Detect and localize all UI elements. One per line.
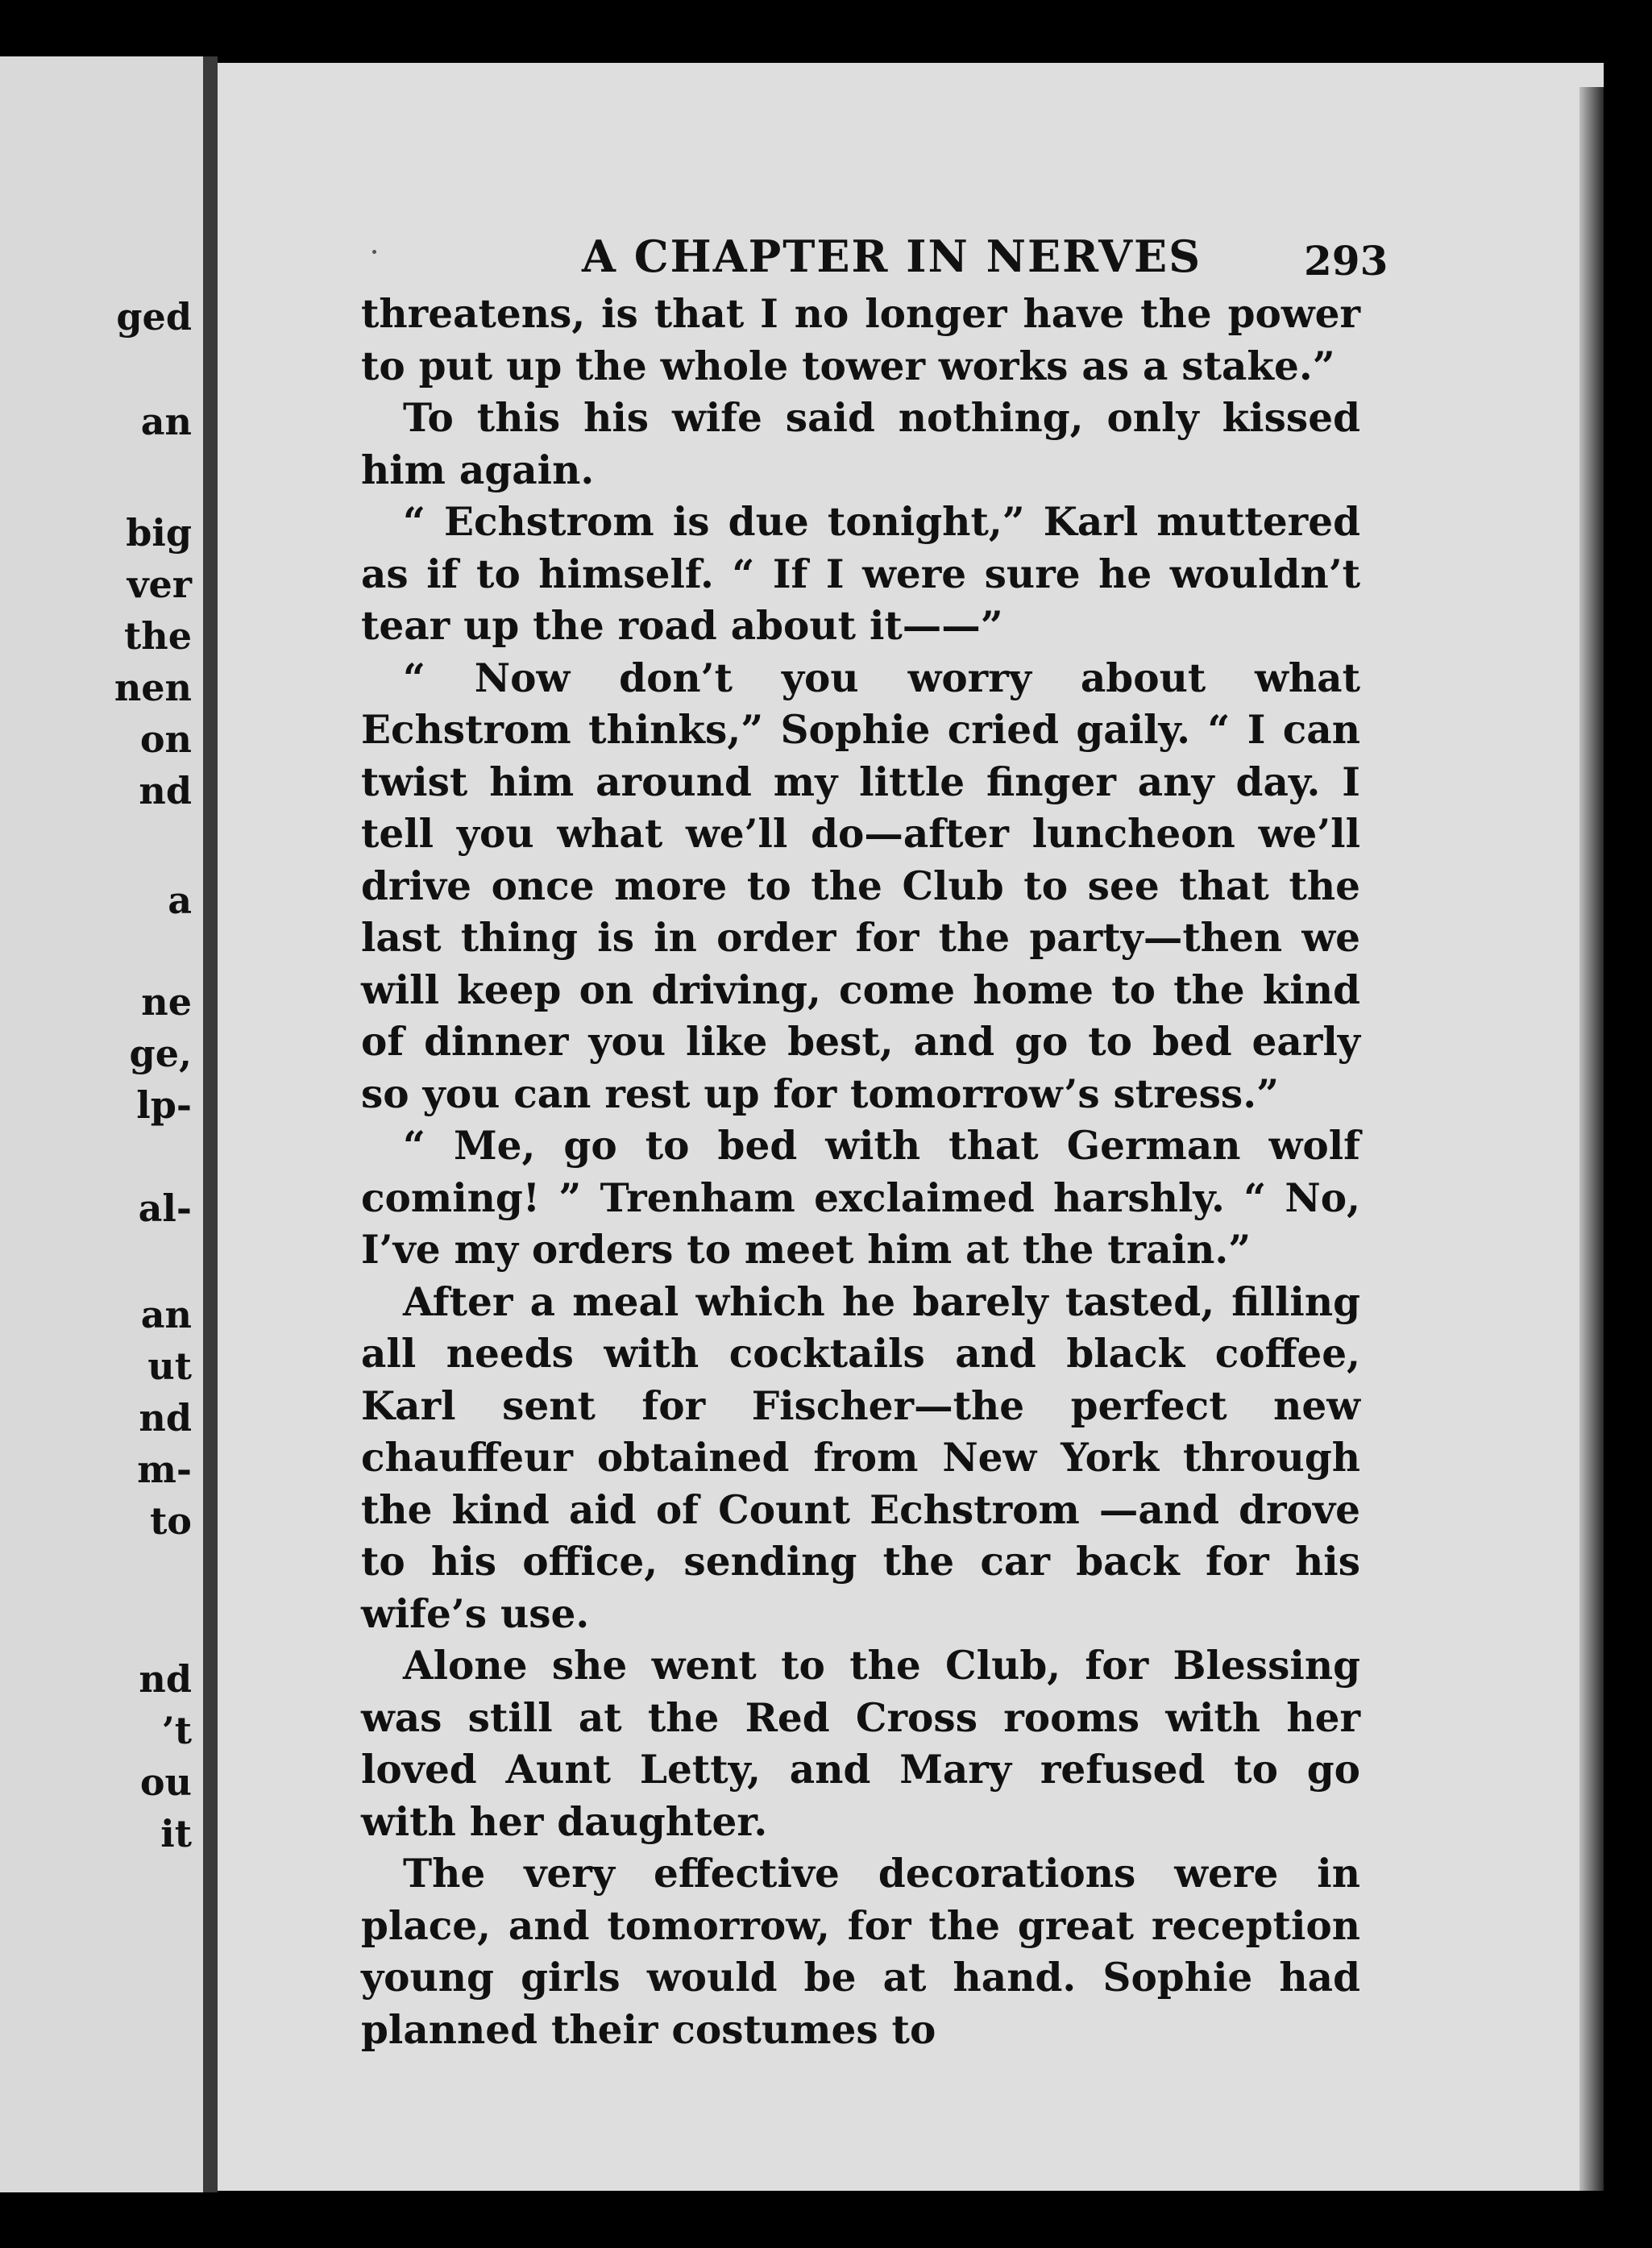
left-line-fragment: nd <box>139 1657 192 1701</box>
left-line-fragment: it <box>160 1812 192 1855</box>
left-line-fragment: ge, <box>129 1032 192 1075</box>
paragraph: To this his wife said nothing, only kissed him again. <box>361 395 1360 493</box>
left-line-fragment: an <box>140 1293 192 1336</box>
left-line-fragment: an <box>140 400 192 443</box>
left-line-fragment: the <box>124 614 192 658</box>
paragraph: threatens, is that I no longer have the power to put up the whole tower works as a stake.” <box>361 291 1360 389</box>
left-line-fragment: ged <box>116 295 192 339</box>
left-line-fragment: lp- <box>136 1083 192 1127</box>
left-line-fragment: a <box>168 879 192 922</box>
left-line-fragment: ne <box>141 980 192 1024</box>
left-line-fragment: ut <box>147 1344 192 1388</box>
left-line-fragment: m- <box>137 1448 192 1491</box>
left-line-fragment: to <box>150 1499 192 1543</box>
body-text <box>361 289 1360 2056</box>
book-gutter <box>203 56 218 2192</box>
right-page <box>218 63 1604 2191</box>
left-line-fragment: nd <box>139 769 192 812</box>
left-line-fragment: on <box>139 717 192 761</box>
paragraph: After a meal which he barely tasted, filling all needs with cocktails and black coffee, Karl sent for Fischer—the perfect new chauffeur obtained from New York through the kind aid of Count Echstrom —and drove to his office, sending the car back for his wife’s use. <box>361 1278 1360 1637</box>
paragraph: “ Now don’t you worry about what Echstrom thinks,” Sophie cried gaily. “ I can twist him around my little finger any day. I tell you what we’ll do—after luncheon we’ll drive once more to the Club to see that the last thing is in order for the party—then we will keep on driving, come home to the kind of dinner you like best, and go to bed early so you can rest up for tomorrow’s stress.” <box>361 654 1360 1117</box>
left-line-fragment: big <box>126 511 192 555</box>
left-page-edge <box>0 56 203 2192</box>
left-page <box>0 56 203 2192</box>
left-line-fragment: nd <box>139 1396 192 1440</box>
paragraph: The very effective decorations were in place, and tomorrow, for the great reception young girls would be at hand. Sophie had planned their costumes to <box>361 1851 1360 2053</box>
page-number: 293 <box>1304 237 1388 285</box>
paragraph: “ Me, go to bed with that German wolf coming! ” Trenham exclaimed harshly. “ No, I’ve my orders to meet him at the train.” <box>361 1123 1360 1273</box>
left-line-fragment: al- <box>138 1186 192 1230</box>
paragraph: Alone she went to the Club, for Blessing was still at the Red Cross rooms with her loved Aunt Letty, and Mary refused to go with her daughter. <box>361 1643 1360 1845</box>
left-line-fragment: ’t <box>161 1709 192 1752</box>
left-line-fragment: ou <box>139 1760 192 1804</box>
page-edge-shadow <box>1579 87 1604 2191</box>
left-line-fragment: nen <box>114 666 192 709</box>
left-line-fragment: ver <box>127 563 192 606</box>
paragraph: “ Echstrom is due tonight,” Karl muttered as if to himself. “ If I were sure he wouldn’t tear up the road about it——” <box>361 499 1360 649</box>
running-head: A CHAPTER IN NERVES <box>582 231 1202 282</box>
page-header <box>218 231 1386 287</box>
